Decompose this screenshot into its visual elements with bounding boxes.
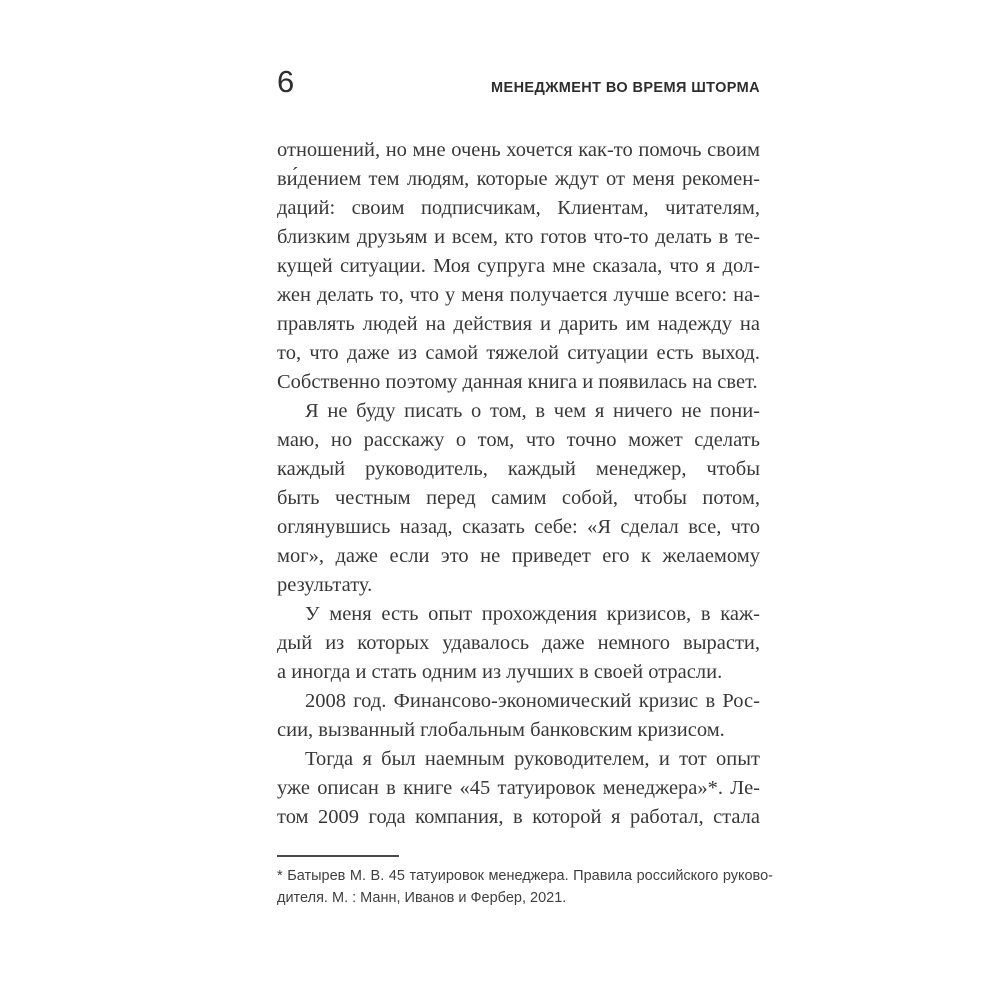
body-text — [277, 136, 760, 832]
text-line: а иногда и стать одним из лучших в своей отрасли. — [277, 661, 723, 683]
text-line: каждый руководитель, каждый менеджер, чтобы — [277, 458, 760, 480]
footnote-divider — [277, 855, 399, 857]
text-line: Я не буду писать о том, в чем я ничего не пони- — [305, 400, 760, 422]
text-line: кущей ситуации. Моя супруга мне сказала, что я дол- — [277, 255, 760, 277]
text-line: близким друзьям и всем, кто готов что-то делать в те- — [277, 226, 760, 248]
text-line: том 2009 года компания, в которой я работал, стала — [277, 806, 760, 828]
page-number: 6 — [277, 64, 295, 99]
text-line: мог», даже если это не приведет его к желаемому — [277, 545, 760, 567]
text-line: сии, вызванный глобальным банковским кризисом. — [277, 719, 725, 741]
text-line: даций: своим подписчикам, Клиентам, читателям, — [277, 197, 760, 219]
text-line: быть честным перед самим собой, чтобы потом, — [277, 487, 760, 509]
text-line: результату. — [277, 574, 373, 596]
text-line: правлять людей на действия и дарить им надежду на — [277, 313, 760, 335]
text-line: дый из которых удавалось даже немного вырасти, — [277, 632, 760, 654]
text-line: Тогда я был наемным руководителем, и тот опыт — [305, 748, 760, 770]
text-line: то, что даже из самой тяжелой ситуации есть выход. — [277, 342, 760, 364]
footnote-line: дителя. М. : Манн, Иванов и Фербер, 2021. — [277, 890, 567, 906]
text-line: 2008 год. Финансово-экономический кризис в Рос- — [305, 690, 760, 712]
text-line: У меня есть опыт прохождения кризисов, в каж- — [305, 603, 760, 625]
footnote — [277, 865, 773, 909]
text-line: отношений, но мне очень хочется как-то помочь своим — [277, 139, 760, 161]
text-line: ви́дением тем людям, которые ждут от меня рекомен- — [277, 168, 760, 190]
page-header — [277, 66, 760, 97]
text-line: уже описан в книге «45 татуировок менеджера»*. Ле- — [277, 777, 760, 799]
text-line: оглянувшись назад, сказать себе: «Я сделал все, что — [277, 516, 760, 538]
text-line: жен делать то, что у меня получается лучше всего: на- — [277, 284, 760, 306]
footnote-line: * Батырев М. В. 45 татуировок менеджера. Правила российского руково- — [277, 868, 773, 884]
text-line: маю, но расскажу о том, что точно может сделать — [277, 429, 760, 451]
text-line: Собственно поэтому данная книга и появилась на свет. — [277, 371, 758, 393]
running-header: МЕНЕДЖМЕНТ ВО ВРЕМЯ ШТОРМА — [491, 80, 760, 96]
